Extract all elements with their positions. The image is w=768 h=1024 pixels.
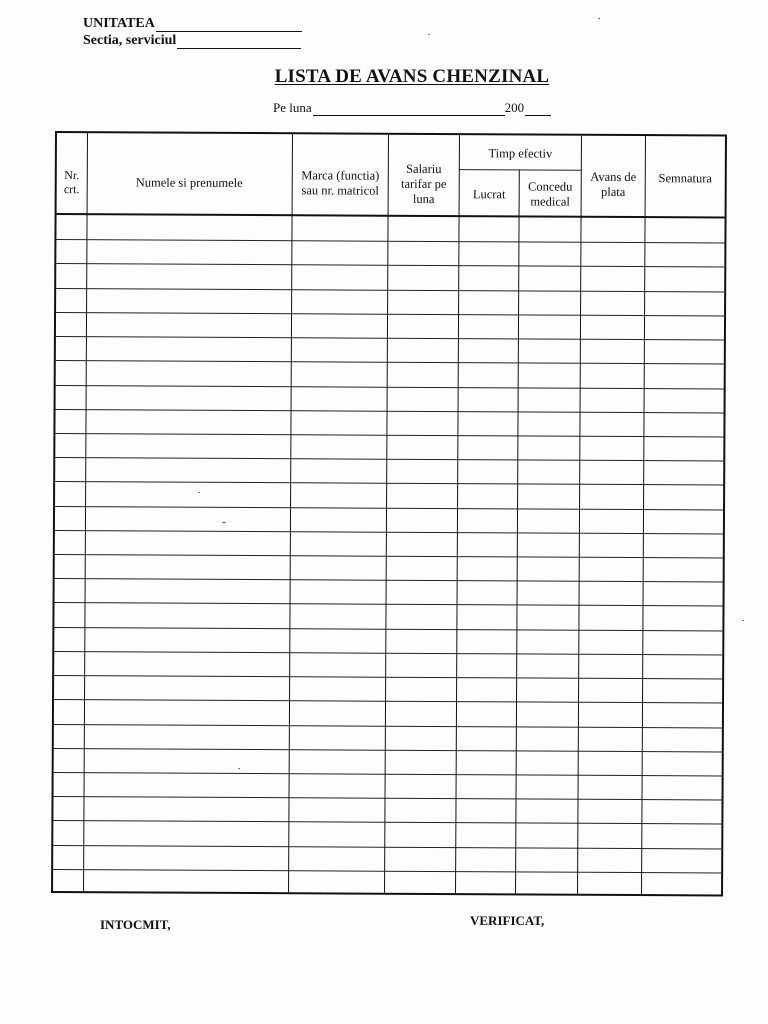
scan-speck xyxy=(238,768,240,769)
table-row-rule xyxy=(53,869,721,873)
table-row-rule xyxy=(55,554,723,558)
col-header-timp-efectiv: Timp efectiv xyxy=(488,145,553,161)
unit-label: UNITATEA xyxy=(83,16,155,31)
table-row-rule xyxy=(55,530,723,534)
organization-block xyxy=(83,15,302,49)
period-line xyxy=(273,100,551,116)
scan-speck xyxy=(742,620,744,621)
table-row-rule xyxy=(54,796,722,800)
scan-speck xyxy=(198,492,200,493)
unit-blank-line xyxy=(156,19,302,32)
col-header-salariu: Salariu tarifar pe luna xyxy=(400,161,447,206)
table-row-rule xyxy=(56,409,724,413)
col-header-avans: Avans de plata xyxy=(590,169,637,199)
col-header-marca: Marca (functia) sau nr. matricol xyxy=(301,168,380,198)
year-blank-line xyxy=(525,105,551,116)
col-header-name: Numele si prenumele xyxy=(135,174,243,190)
col-header-lucrat: Lucrat xyxy=(472,186,506,201)
year-prefix: 200 xyxy=(504,100,525,115)
table-row-rule xyxy=(54,651,722,655)
table-row-rule xyxy=(54,699,722,703)
scan-speck xyxy=(428,34,430,35)
table-column-divider xyxy=(641,136,646,894)
scan-speck xyxy=(222,522,226,523)
table-column-divider xyxy=(83,133,88,891)
table-row-rule xyxy=(53,845,721,849)
unit-row xyxy=(83,15,302,32)
col-header-concediu: Concedu medical xyxy=(527,179,573,209)
table-row-rule xyxy=(54,675,722,679)
table-row-rule xyxy=(55,602,723,606)
table-row-rule xyxy=(54,724,722,728)
table-row-rule xyxy=(55,481,723,485)
table-row-rule xyxy=(56,360,724,364)
table-column-divider xyxy=(384,135,389,893)
table-row-rule xyxy=(56,312,724,316)
table-row-rule xyxy=(56,239,724,243)
prepared-by-label: INTOCMIT, xyxy=(100,917,171,932)
table-row-rule xyxy=(54,748,722,752)
scan-speck xyxy=(598,18,600,19)
col-header-nr: Nr. crt. xyxy=(63,168,80,197)
page-title: LISTA DE AVANS CHENZINAL xyxy=(274,66,550,87)
table-row-rule xyxy=(55,457,723,461)
section-label: Sectia, serviciul xyxy=(83,33,177,48)
table-row-rule xyxy=(55,433,723,437)
table-column-divider xyxy=(288,134,293,892)
advance-list-table xyxy=(51,131,727,897)
table-row-rule xyxy=(56,336,724,340)
section-blank-line xyxy=(177,36,301,49)
section-row xyxy=(83,32,302,49)
table-row-rule xyxy=(53,820,721,824)
table-row-rule xyxy=(54,772,722,776)
month-label: Pe luna xyxy=(273,100,312,115)
table-row-rule xyxy=(55,578,723,582)
verified-by-label: VERIFICAT, xyxy=(470,913,545,928)
table-column-divider xyxy=(455,135,460,893)
table-row-rule xyxy=(56,288,724,292)
col-header-semnatura: Semnatura xyxy=(658,170,713,185)
table-row-rule xyxy=(56,385,724,389)
month-blank-line xyxy=(313,105,505,116)
table-row-rule xyxy=(54,627,722,631)
table-row-rule xyxy=(55,506,723,510)
table-column-divider xyxy=(577,136,582,894)
table-row-rule xyxy=(56,263,724,267)
